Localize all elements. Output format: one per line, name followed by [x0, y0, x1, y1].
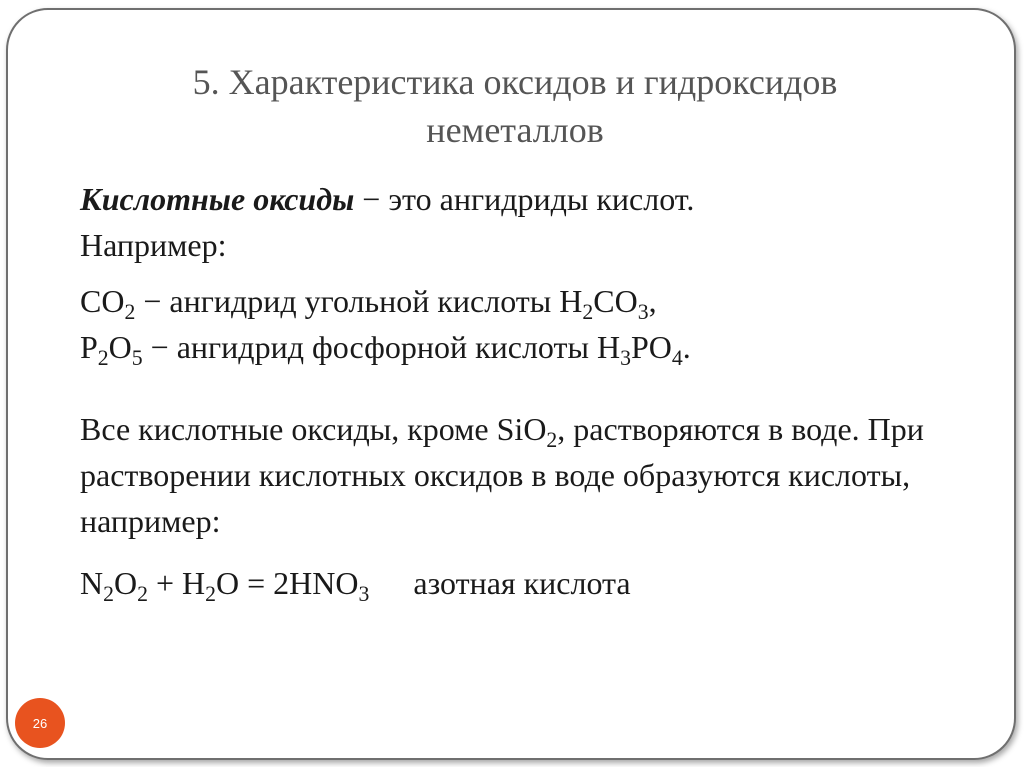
example-p2o5: $P_2O_5$ − ангидрид фосфорной кислоты $H_3PO_4$. [80, 329, 691, 370]
slide-content [80, 176, 980, 606]
acid-name: азотная кислота [413, 565, 631, 601]
page-number-badge: 26 [15, 698, 65, 748]
definition [80, 176, 980, 222]
nitric-acid-equation: $N_2O_2 + H_2O = 2HNO_3$ азотная кислота [80, 565, 631, 606]
title-line-2: неметаллов [426, 110, 604, 150]
slide-title [40, 58, 990, 154]
solubility-paragraph: Все кислотные оксиды, кроме SiO$_2$, растворяются в воде. При растворении кислотных оксидов в воде образуются кислоты, например: [80, 411, 924, 539]
example-intro: Например: [80, 227, 227, 263]
definition-term: Кислотные оксиды [80, 181, 355, 217]
title-line-1: 5. Характеристика оксидов и гидроксидов [192, 62, 838, 102]
example-co2: $CO_2$ − ангидрид угольной кислоты $H_2CO_3$, [80, 283, 657, 324]
definition-text: − это ангидриды кислот. [354, 181, 695, 217]
